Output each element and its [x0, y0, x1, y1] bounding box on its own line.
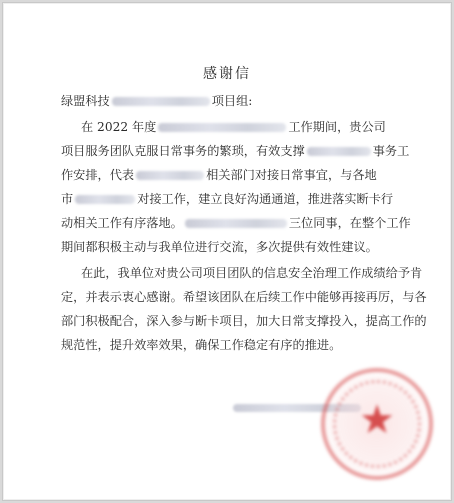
redacted-text: [136, 171, 204, 180]
paragraph-2-line-4: 规范性，提升效率效果，确保工作稳定有序的推进。: [61, 338, 342, 352]
letter-page: [2, 2, 452, 501]
paragraph-2-line-2: 定，并表示衷心感谢。希望该团队在后续工作中能够再接再厉，与各: [61, 290, 427, 304]
letter-title: 感谢信: [203, 66, 251, 82]
paragraph-2-line-3: 部门积极配合，深入参与断卡项目，加大日常支撑投入，提高工作的: [61, 314, 427, 328]
paragraph-1-line-5: [61, 215, 429, 231]
text-span: 工作期间，贵公司: [288, 120, 386, 134]
text-span: 作安排，代表: [61, 168, 135, 182]
redacted-text: [112, 97, 210, 106]
text-span: 三位同事，在整个工作: [288, 216, 411, 230]
redacted-text: [158, 123, 286, 132]
star-icon: ★: [359, 397, 395, 443]
text-span: 市: [61, 192, 74, 206]
paragraph-1-line-2: [61, 143, 429, 159]
paragraph-1-line-6: 期间都积极主动与我单位进行交流，多次提供有效性建议。: [61, 240, 378, 254]
paragraph-1-line-4: [61, 191, 429, 207]
text-span: 对接工作，建立良好沟通通道，推进落实断卡行: [137, 192, 394, 206]
text-span: 动相关工作有序落地。: [61, 216, 183, 230]
salutation-prefix: 绿盟科技: [61, 94, 110, 108]
text-span: 相关部门对接日常事宜，与各地: [206, 168, 377, 182]
salutation: [61, 93, 429, 109]
salutation-suffix: 项目组:: [211, 94, 253, 108]
paragraph-1-line-3: [61, 167, 429, 183]
redacted-text: [307, 147, 371, 156]
paragraph-2-line-1: 在此，我单位对贵公司项目团队的信息安全治理工作成绩给予肯: [81, 266, 423, 280]
paragraph-1-line-1: [81, 119, 429, 135]
redacted-text: [75, 195, 135, 204]
redacted-text: [185, 219, 287, 228]
text-span: 项目服务团队克服日常事务的繁琐，有效支撑: [61, 144, 305, 158]
official-seal: [321, 368, 433, 480]
text-span: 在 2022 年度: [81, 120, 157, 134]
text-span: 事务工: [372, 144, 410, 158]
